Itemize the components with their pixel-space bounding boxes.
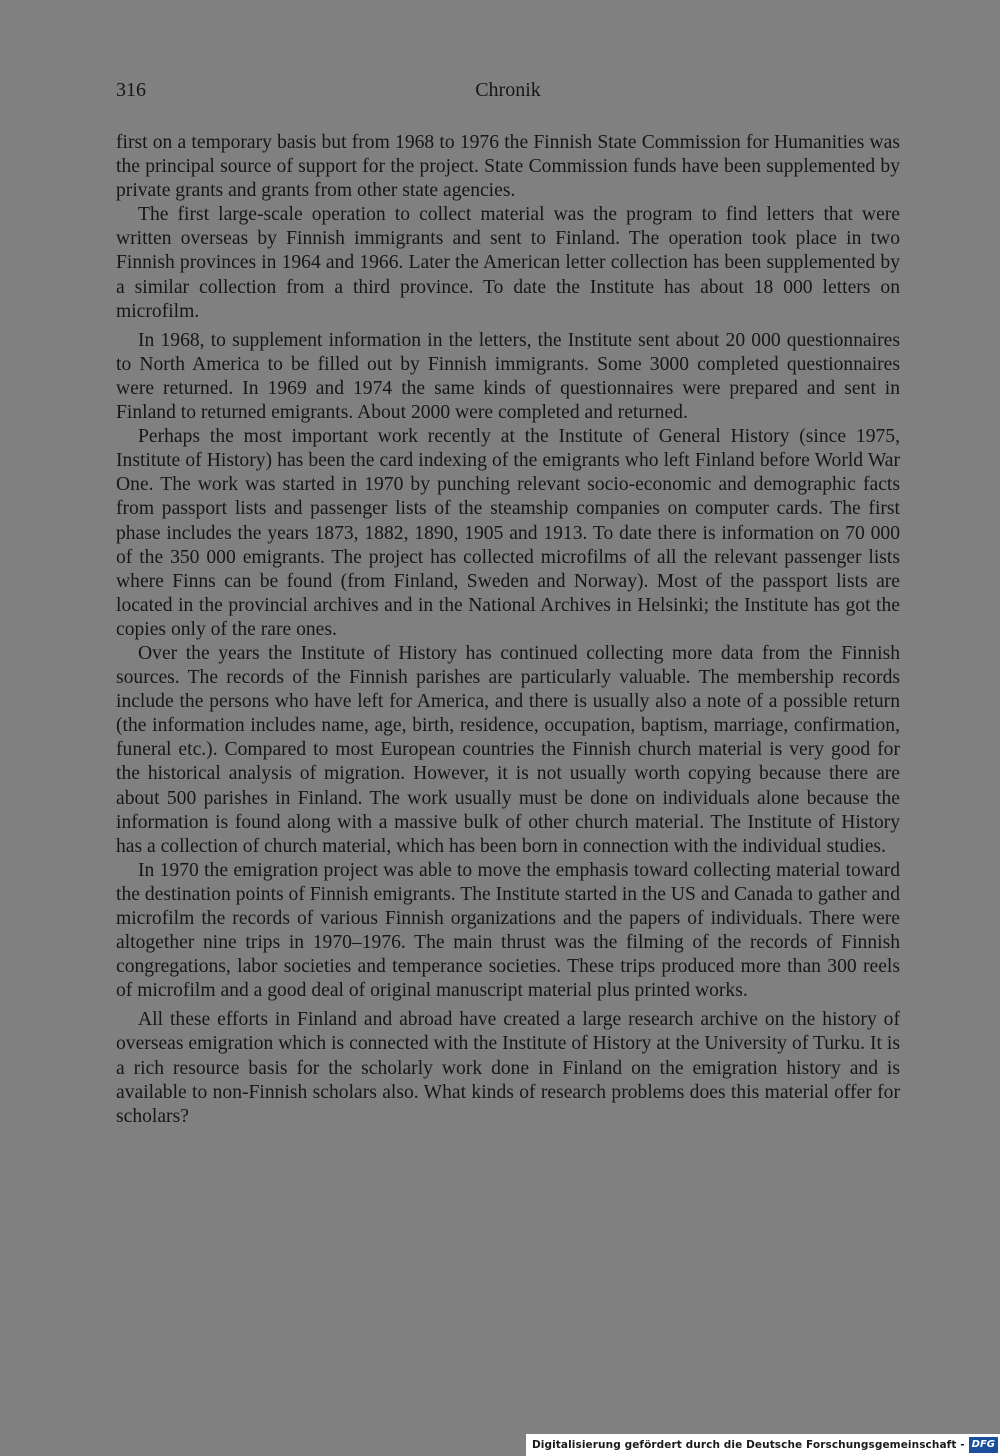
paragraph-4: Perhaps the most important work recently at the Institute of General History (since 1975, Institute of History) has been the card indexing of the emigrants who left Finland before World War One. The work was started in 1970 by punching relevant socio-economic and demographic facts from passport lists and passenger lists of the steamship companies on computer cards. The first phase includes the years 1873, 1882, 1890, 1905 and 1913. To date there is information on 70 000 of the 350 000 emigrants. The project has collected microfilms of all the relevant passenger lists where Finns can be found (from Finland, Sweden and Norway). Most of the passport lists are located in the provincial archives and in the National Archives in Helsinki; the Institute has got the copies only of the rare ones.	[116, 426, 900, 640]
paragraph-6: In 1970 the emigration project was able to move the emphasis toward collecting material toward the destination points of Finnish emigrants. The Institute started in the US and Canada to gather and microfilm the records of various Finnish organizations and the papers of individuals. There were altogether nine trips in 1970–1976. The main thrust was the filming of the records of Finnish congregations, labor societies and temperance societies. These trips produced more than 300 reels of microfilm and a good deal of original manuscript material plus printed works.	[116, 859, 900, 1002]
digitization-footer	[526, 1434, 1000, 1456]
dfg-logo: DFG	[969, 1437, 998, 1453]
paragraph-3: In 1968, to supplement information in the letters, the Institute sent about 20 000 questionnaires to North America to be filled out by Finnish immigrants. Some 3000 completed questionnaires were returned. In 1969 and 1974 the same kinds of questionnaires were prepared and sent in Finland to returned emigrants. About 2000 were completed and returned.	[116, 329, 900, 424]
footer-text: Digitalisierung gefördert durch die Deutsche Forschungsgemeinschaft -	[531, 1439, 965, 1451]
paragraph-5: Over the years the Institute of History has continued collecting more data from the Finnish sources. The records of the Finnish parishes are particularly valuable. The membership records include the persons who have left for America, and there is usually also a note of a possible return (the information includes name, age, birth, residence, occupation, baptism, marriage, confirmation, funeral etc.). Compared to most European countries the Finnish church material is very good for the historical analysis of migration. However, it is not usually worth copying because there are about 500 parishes in Finland. The work usually must be done on individuals alone because the information is found along with a massive bulk of other church material. The Institute of History has a collection of church material, which has been born in connection with the individual studies.	[116, 642, 900, 857]
paragraph-1: first on a temporary basis but from 1968 to 1976 the Finnish State Commission for Humanities was the principal source of support for the project. State Commission funds have been supplemented by private grants and grants from other state agencies.	[116, 132, 900, 202]
page-header	[116, 76, 900, 104]
paragraph-2: The first large-scale operation to collect material was the program to find letters that were written overseas by Finnish immigrants and sent to Finland. The operation took place in two Finnish provinces in 1964 and 1966. Later the American letter collection has been supplemented by a similar collection from a third province. To date the Institute has about 18 000 letters on microfilm.	[116, 204, 900, 322]
running-head: Chronik	[475, 79, 541, 101]
body-text	[116, 131, 900, 1129]
paragraph-7: All these efforts in Finland and abroad have created a large research archive on the history of overseas emigration which is connected with the Institute of History at the University of Turku. It is a rich resource basis for the scholarly work done in Finland on the emigration history and is available to non-Finnish scholars also. What kinds of research problems does this material offer for scholars?	[116, 1009, 900, 1127]
page-number: 316	[116, 79, 146, 101]
